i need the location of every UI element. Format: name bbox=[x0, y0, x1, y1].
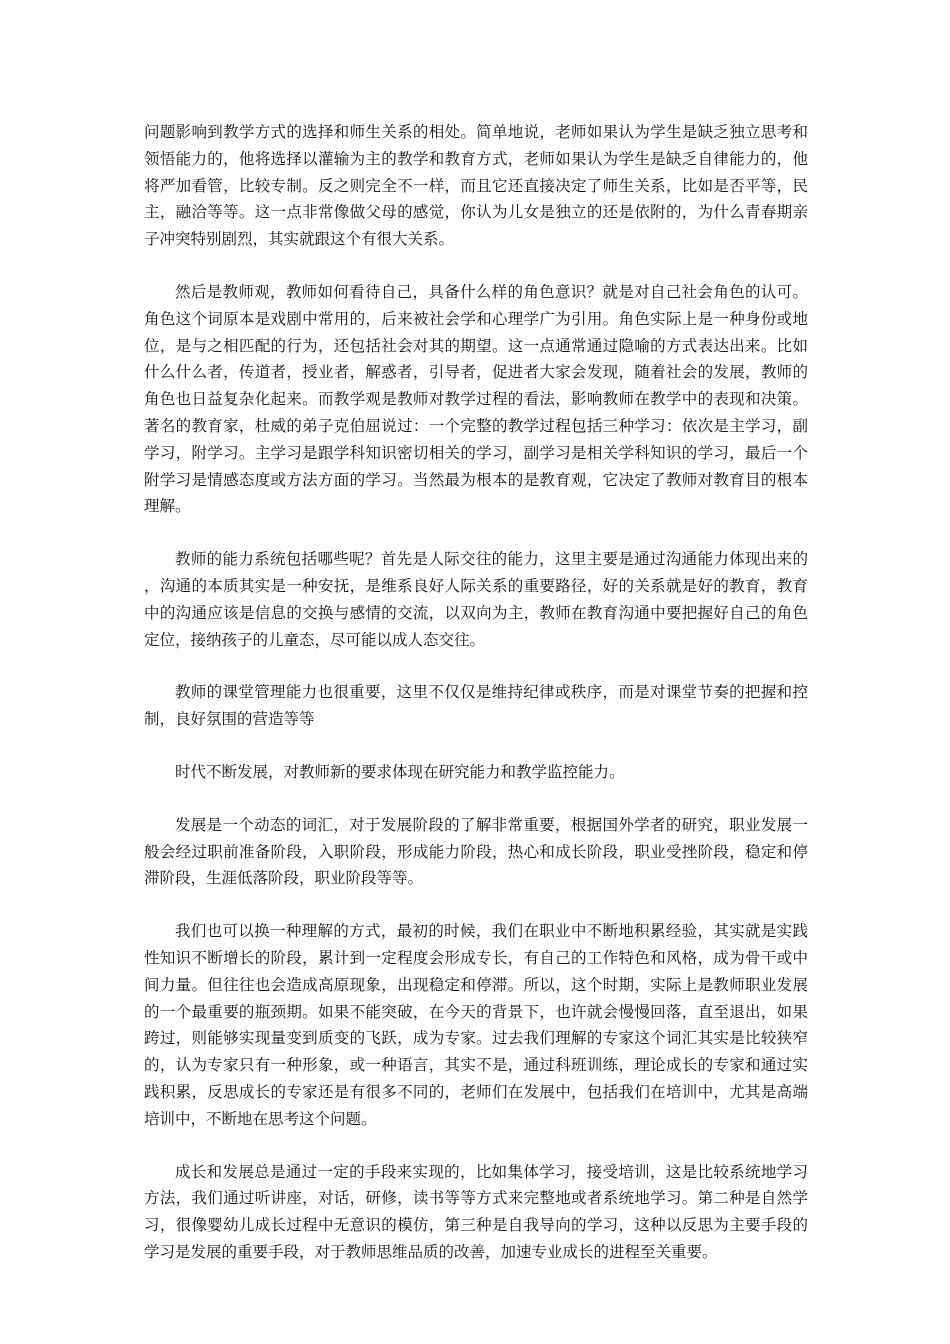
paragraph-7: 我们也可以换一种理解的方式，最初的时候，我们在职业中不断地积累经验，其实就是实践性知识不断增长的阶段，累计到一定程度会形成专长，有自己的工作特色和风格，成为骨干或中间力量。但往往也会造成高原现象，出现稳定和停滞。所以，这个时期，实际上是教师职业发展的一个最重要的瓶颈期。如果不能突破，在今天的背景下，也许就会慢慢回落，直至退出，如果跨过，则能够实现量变到质变的飞跃，成为专家。过去我们理解的专家这个词汇其实是比较狭窄的，认为专家只有一种形象，或一种语言，其实不是，通过科班训练，理论成长的专家和通过实践积累，反思成长的专家还是有很多不同的，老师们在发展中，包括我们在培训中，尤其是高端培训中，不断地在思考这个问题。 bbox=[144, 922, 808, 1128]
paragraph-1: 问题影响到教学方式的选择和师生关系的相处。简单地说，老师如果认为学生是缺乏独立思考和领悟能力的，他将选择以灌输为主的教学和教育方式，老师如果认为学生是缺乏自律能力的，他将严加看管，比较专制。反之则完全不一样，而且它还直接决定了师生关系，比如是否平等，民主，融洽等等。这一点非常像做父母的感觉，你认为儿女是独立的还是依附的，为什么青春期亲子冲突特别剧烈，其实就跟这个有很大关系。 bbox=[144, 123, 808, 249]
paragraph-3: 教师的能力系统包括哪些呢？首先是人际交往的能力，这里主要是通过沟通能力体现出来的，沟通的本质其实是一种安抚，是维系良好人际关系的重要路径，好的关系就是好的教育，教育中的沟通应该是信息的交换与感情的交流，以双向为主，教师在教育沟通中要把握好自己的角色定位，接纳孩子的儿童态，尽可能以成人态交往。 bbox=[144, 550, 808, 649]
paragraph-5: 时代不断发展，对教师新的要求体现在研究能力和教学监控能力。 bbox=[175, 762, 625, 781]
paragraph-8: 成长和发展总是通过一定的手段来实现的，比如集体学习，接受培训，这是比较系统地学习方法，我们通过听讲座，对话，研修，读书等等方式来完整地或者系统地学习。第二种是自然学习，很像婴幼儿成长过程中无意识的模仿，第三种是自我导向的学习，这种以反思为主要手段的学习是发展的重要手段，对于教师思维品质的改善，加速专业成长的进程至关重要。 bbox=[144, 1162, 808, 1261]
paragraph-6: 发展是一个动态的词汇，对于发展阶段的了解非常重要，根据国外学者的研究，职业发展一般会经过职前准备阶段，入职阶段，形成能力阶段，热心和成长阶段，职业受挫阶段，稳定和停滞阶段，生涯低落阶段，职业阶段等等。 bbox=[144, 815, 808, 888]
paragraph-2: 然后是教师观，教师如何看待自己，具备什么样的角色意识？就是对自己社会角色的认可。角色这个词原本是戏剧中常用的，后来被社会学和心理学广为引用。角色实际上是一种身份或地位，是与之相匹配的行为，还包括社会对其的期望。这一点通常通过隐喻的方式表达出来。比如什么什么者，传道者，授业者，解惑者，引导者，促进者大家会发现，随着社会的发展，教师的角色也日益复杂化起来。而教学观是教师对教学过程的看法，影响教师在教学中的表现和决策。著名的教育家，杜威的弟子克伯屈说过：一个完整的教学过程包括三种学习：依次是主学习，副学习，附学习。主学习是跟学科知识密切相关的学习，副学习是相关学科知识的学习，最后一个附学习是情感态度或方法方面的学习。当然最为根本的是教育观，它决定了教师对教育目的根本理解。 bbox=[144, 282, 808, 516]
paragraph-4: 教师的课堂管理能力也很重要，这里不仅仅是维持纪律或秩序，而是对课堂节奏的把握和控制，良好氛围的营造等等 bbox=[144, 683, 808, 729]
document-page bbox=[144, 119, 808, 1292]
